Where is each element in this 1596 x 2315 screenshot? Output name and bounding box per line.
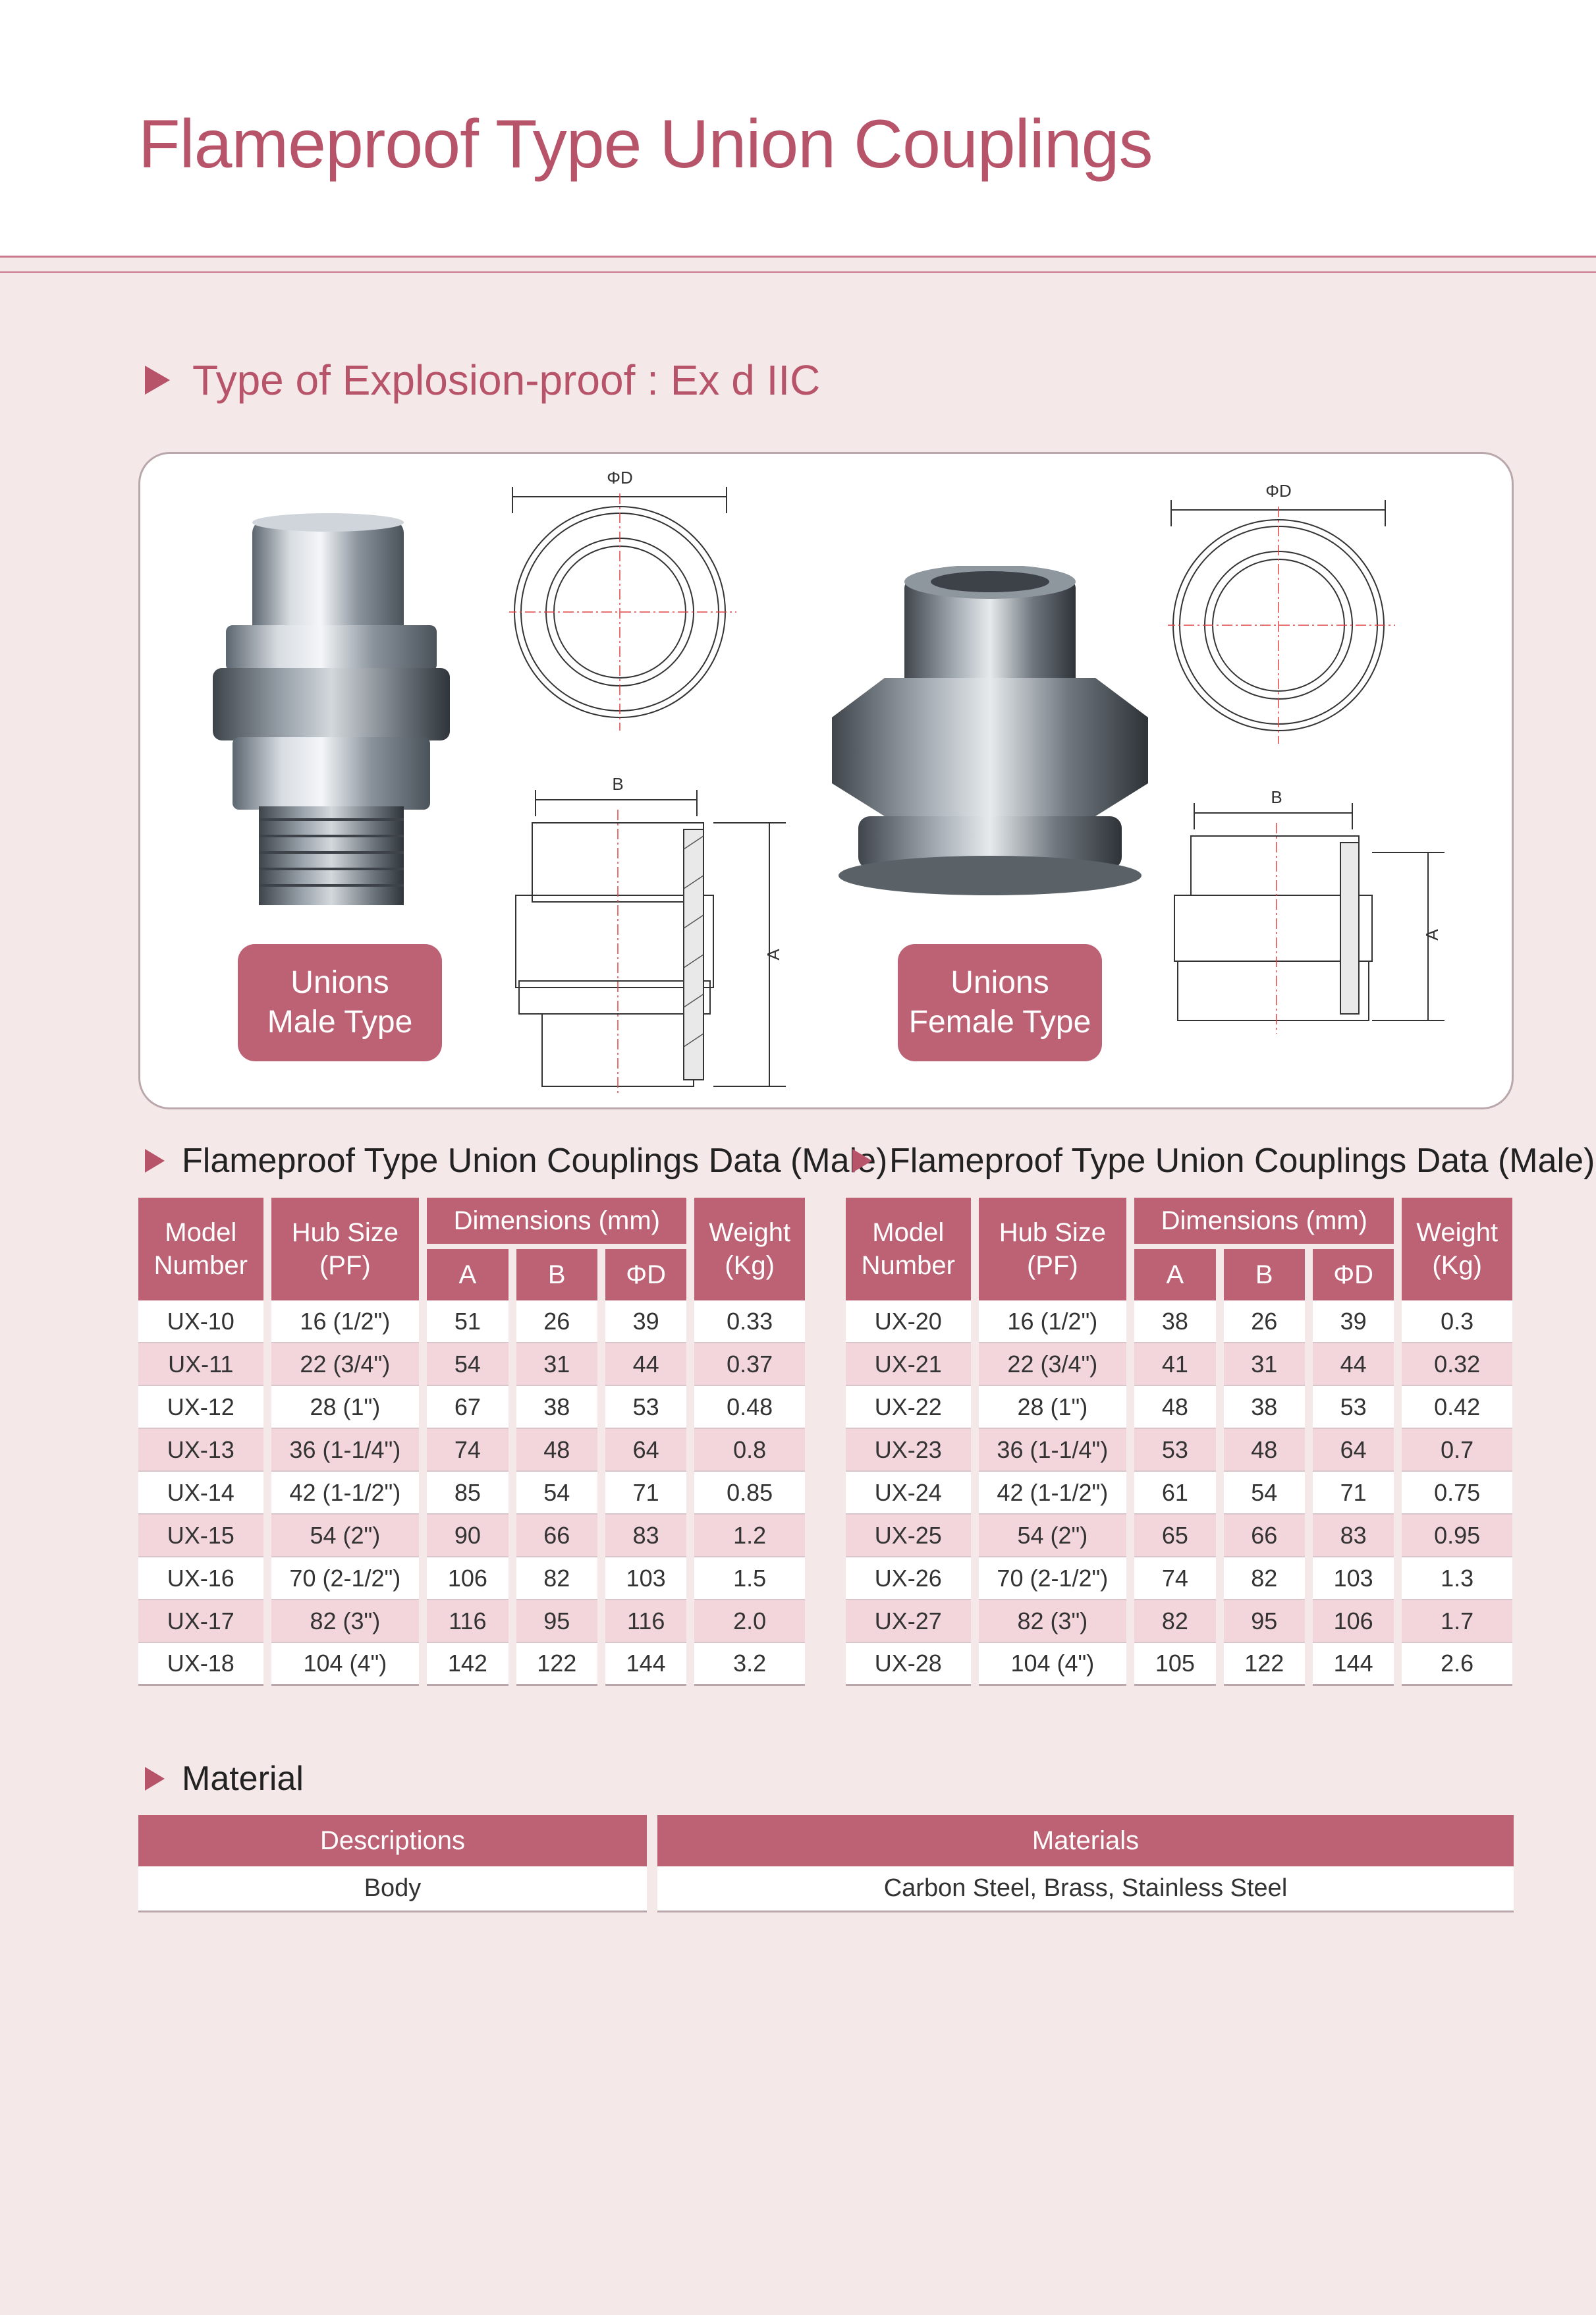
weight-cell: 0.32	[1402, 1343, 1512, 1386]
dim-a-cell: 142	[427, 1643, 508, 1686]
dim-d-cell: 103	[605, 1557, 686, 1600]
dim-d-cell: 39	[605, 1300, 686, 1343]
model-cell: UX-22	[846, 1386, 971, 1429]
table-right-body	[846, 1300, 1512, 1686]
table-heading-right	[852, 1141, 1595, 1181]
weight-cell: 0.75	[1402, 1472, 1512, 1515]
header-weight-line2: (Kg)	[725, 1251, 775, 1280]
dim-d-cell: 64	[605, 1429, 686, 1472]
dim-b-cell: 48	[516, 1429, 597, 1472]
dim-d-cell: 44	[1313, 1343, 1394, 1386]
header-model	[846, 1198, 971, 1300]
male-union-drawing	[509, 467, 799, 1100]
header-dim-d: ΦD	[605, 1249, 686, 1300]
dim-a-cell: 48	[1134, 1386, 1215, 1429]
triangle-bullet-icon	[852, 1149, 872, 1173]
model-cell: UX-17	[138, 1600, 263, 1643]
model-cell: UX-20	[846, 1300, 971, 1343]
hub-size-cell: 22 (3/4")	[271, 1343, 420, 1386]
table-row	[846, 1300, 1512, 1343]
male-dim-a-label: A	[763, 949, 783, 961]
female-label-line1: Unions	[950, 965, 1049, 1000]
female-union-drawing	[1168, 480, 1458, 1073]
dim-d-cell: 144	[1313, 1643, 1394, 1686]
female-label-line2: Female Type	[908, 1005, 1091, 1040]
dim-b-cell: 66	[516, 1515, 597, 1557]
material-row-description: Body	[138, 1866, 647, 1912]
material-table-header	[138, 1815, 1514, 1866]
table-row	[846, 1643, 1512, 1686]
explosion-type-text: Type of Explosion-proof : Ex d IIC	[192, 356, 821, 404]
weight-cell: 0.85	[694, 1472, 805, 1515]
model-cell: UX-27	[846, 1600, 971, 1643]
weight-cell: 2.6	[1402, 1643, 1512, 1686]
header-weight-line1: Weight	[1416, 1218, 1499, 1247]
weight-cell: 1.5	[694, 1557, 805, 1600]
model-cell: UX-23	[846, 1429, 971, 1472]
hub-size-cell: 54 (2")	[271, 1515, 420, 1557]
hub-size-cell: 70 (2-1/2")	[271, 1557, 420, 1600]
model-cell: UX-10	[138, 1300, 263, 1343]
dim-a-cell: 116	[427, 1600, 508, 1643]
table-row	[846, 1343, 1512, 1386]
hub-size-cell: 22 (3/4")	[979, 1343, 1127, 1386]
triangle-bullet-icon	[145, 366, 170, 395]
dim-d-cell: 83	[1313, 1515, 1394, 1557]
table-row	[846, 1557, 1512, 1600]
weight-cell: 2.0	[694, 1600, 805, 1643]
female-type-label	[898, 944, 1102, 1061]
triangle-bullet-icon	[145, 1149, 165, 1173]
female-dim-a-label: A	[1422, 929, 1442, 941]
header-model-line2: Number	[153, 1251, 248, 1280]
model-cell: UX-25	[846, 1515, 971, 1557]
dim-b-cell: 66	[1224, 1515, 1305, 1557]
model-cell: UX-24	[846, 1472, 971, 1515]
dim-a-cell: 38	[1134, 1300, 1215, 1343]
model-cell: UX-26	[846, 1557, 971, 1600]
table-row	[138, 1429, 805, 1472]
dim-a-cell: 53	[1134, 1429, 1215, 1472]
dim-b-cell: 26	[516, 1300, 597, 1343]
dim-d-cell: 53	[1313, 1386, 1394, 1429]
table-heading-left	[145, 1141, 887, 1181]
header-dim-d: ΦD	[1313, 1249, 1394, 1300]
header	[0, 0, 1596, 257]
hub-size-cell: 54 (2")	[979, 1515, 1127, 1557]
weight-cell: 1.2	[694, 1515, 805, 1557]
table-heading-left-text: Flameproof Type Union Couplings Data (Male)	[182, 1142, 888, 1180]
header-weight-line2: (Kg)	[1432, 1251, 1482, 1280]
hub-size-cell: 42 (1-1/2")	[271, 1472, 420, 1515]
header-dimensions: Dimensions (mm)	[427, 1198, 686, 1249]
data-table-right	[838, 1198, 1520, 1686]
dim-a-cell: 41	[1134, 1343, 1215, 1386]
model-cell: UX-11	[138, 1343, 263, 1386]
table-heading-right-text: Flameproof Type Union Couplings Data (Male)	[889, 1142, 1595, 1180]
table-row	[138, 1300, 805, 1343]
material-row-material: Carbon Steel, Brass, Stainless Steel	[657, 1866, 1514, 1912]
header-model-line2: Number	[861, 1251, 955, 1280]
dim-d-cell: 144	[605, 1643, 686, 1686]
page-title: Flameproof Type Union Couplings	[138, 106, 1153, 182]
header-weight	[1402, 1198, 1512, 1300]
model-cell: UX-16	[138, 1557, 263, 1600]
weight-cell: 3.2	[694, 1643, 805, 1686]
hub-size-cell: 82 (3")	[271, 1600, 420, 1643]
table-row	[138, 1557, 805, 1600]
male-type-label	[238, 944, 442, 1061]
dim-a-cell: 90	[427, 1515, 508, 1557]
dim-d-cell: 44	[605, 1343, 686, 1386]
dim-d-cell: 116	[605, 1600, 686, 1643]
weight-cell: 0.37	[694, 1343, 805, 1386]
header-model-line1: Model	[165, 1218, 237, 1247]
model-cell: UX-15	[138, 1515, 263, 1557]
table-row	[846, 1386, 1512, 1429]
dim-b-cell: 122	[516, 1643, 597, 1686]
header-hub-size	[979, 1198, 1127, 1300]
model-cell: UX-14	[138, 1472, 263, 1515]
dim-a-cell: 106	[427, 1557, 508, 1600]
header-hub-line2: (PF)	[319, 1251, 371, 1280]
dim-d-cell: 83	[605, 1515, 686, 1557]
dim-a-cell: 74	[1134, 1557, 1215, 1600]
dim-a-cell: 51	[427, 1300, 508, 1343]
dim-b-cell: 31	[516, 1343, 597, 1386]
explosion-type-heading	[145, 356, 820, 404]
dim-a-cell: 74	[427, 1429, 508, 1472]
header-dim-b: B	[1224, 1249, 1305, 1300]
dim-a-cell: 61	[1134, 1472, 1215, 1515]
dim-a-cell: 105	[1134, 1643, 1215, 1686]
dim-d-cell: 39	[1313, 1300, 1394, 1343]
dim-a-cell: 67	[427, 1386, 508, 1429]
dim-b-cell: 122	[1224, 1643, 1305, 1686]
dim-d-cell: 71	[1313, 1472, 1394, 1515]
dim-b-cell: 38	[516, 1386, 597, 1429]
weight-cell: 0.42	[1402, 1386, 1512, 1429]
header-rule-secondary	[0, 271, 1596, 273]
dim-a-cell: 65	[1134, 1515, 1215, 1557]
weight-cell: 0.33	[694, 1300, 805, 1343]
table-row	[846, 1472, 1512, 1515]
data-table-left	[130, 1198, 813, 1686]
male-dim-b-label: B	[612, 774, 624, 794]
product-figure-panel	[138, 452, 1514, 1109]
material-heading	[145, 1759, 304, 1799]
weight-cell: 0.8	[694, 1429, 805, 1472]
dim-a-cell: 82	[1134, 1600, 1215, 1643]
material-heading-text: Material	[182, 1760, 304, 1798]
male-dim-d-label: ΦD	[607, 468, 633, 488]
weight-cell: 0.3	[1402, 1300, 1512, 1343]
dim-d-cell: 103	[1313, 1557, 1394, 1600]
dim-d-cell: 53	[605, 1386, 686, 1429]
header-dimensions: Dimensions (mm)	[1134, 1198, 1394, 1249]
header-hub-size	[271, 1198, 420, 1300]
dim-d-cell: 64	[1313, 1429, 1394, 1472]
hub-size-cell: 16 (1/2")	[271, 1300, 420, 1343]
table-row	[846, 1515, 1512, 1557]
header-hub-line1: Hub Size	[999, 1218, 1107, 1247]
model-cell: UX-12	[138, 1386, 263, 1429]
weight-cell: 1.7	[1402, 1600, 1512, 1643]
header-model	[138, 1198, 263, 1300]
hub-size-cell: 28 (1")	[979, 1386, 1127, 1429]
hub-size-cell: 28 (1")	[271, 1386, 420, 1429]
hub-size-cell: 36 (1-1/4")	[271, 1429, 420, 1472]
model-cell: UX-13	[138, 1429, 263, 1472]
weight-cell: 0.7	[1402, 1429, 1512, 1472]
header-hub-line2: (PF)	[1026, 1251, 1078, 1280]
header-dim-a: A	[1134, 1249, 1215, 1300]
dim-b-cell: 82	[1224, 1557, 1305, 1600]
table-row	[846, 1429, 1512, 1472]
header-hub-line1: Hub Size	[291, 1218, 399, 1247]
hub-size-cell: 42 (1-1/2")	[979, 1472, 1127, 1515]
female-union-photo	[819, 566, 1161, 908]
male-label-line2: Male Type	[267, 1005, 413, 1040]
dim-b-cell: 54	[1224, 1472, 1305, 1515]
hub-size-cell: 82 (3")	[979, 1600, 1127, 1643]
hub-size-cell: 104 (4")	[979, 1643, 1127, 1686]
dim-a-cell: 54	[427, 1343, 508, 1386]
header-dim-b: B	[516, 1249, 597, 1300]
header-rule	[0, 256, 1596, 258]
table-row	[138, 1472, 805, 1515]
material-table	[138, 1815, 1514, 1912]
hub-size-cell: 16 (1/2")	[979, 1300, 1127, 1343]
table-row	[138, 1643, 805, 1686]
weight-cell: 1.3	[1402, 1557, 1512, 1600]
dim-b-cell: 95	[1224, 1600, 1305, 1643]
table-row	[138, 1386, 805, 1429]
material-row	[138, 1866, 1514, 1912]
triangle-bullet-icon	[145, 1767, 165, 1791]
dim-b-cell: 95	[516, 1600, 597, 1643]
model-cell: UX-28	[846, 1643, 971, 1686]
dim-d-cell: 71	[605, 1472, 686, 1515]
female-dim-b-label: B	[1271, 787, 1282, 807]
hub-size-cell: 36 (1-1/4")	[979, 1429, 1127, 1472]
header-model-line1: Model	[872, 1218, 945, 1247]
weight-cell: 0.95	[1402, 1515, 1512, 1557]
male-label-line1: Unions	[290, 965, 389, 1000]
table-row	[846, 1600, 1512, 1643]
hub-size-cell: 104 (4")	[271, 1643, 420, 1686]
dim-b-cell: 26	[1224, 1300, 1305, 1343]
dim-b-cell: 38	[1224, 1386, 1305, 1429]
dim-b-cell: 48	[1224, 1429, 1305, 1472]
table-row	[138, 1343, 805, 1386]
header-weight-line1: Weight	[709, 1218, 791, 1247]
male-union-photo	[193, 513, 476, 922]
dim-d-cell: 106	[1313, 1600, 1394, 1643]
material-col-descriptions: Descriptions	[138, 1815, 647, 1866]
dim-b-cell: 54	[516, 1472, 597, 1515]
model-cell: UX-18	[138, 1643, 263, 1686]
dim-a-cell: 85	[427, 1472, 508, 1515]
table-left-body	[138, 1300, 805, 1686]
dim-b-cell: 82	[516, 1557, 597, 1600]
table-row	[138, 1600, 805, 1643]
header-weight	[694, 1198, 805, 1300]
dim-b-cell: 31	[1224, 1343, 1305, 1386]
female-dim-d-label: ΦD	[1265, 481, 1292, 501]
weight-cell: 0.48	[694, 1386, 805, 1429]
model-cell: UX-21	[846, 1343, 971, 1386]
table-row	[138, 1515, 805, 1557]
material-col-materials: Materials	[657, 1815, 1514, 1866]
header-dim-a: A	[427, 1249, 508, 1300]
hub-size-cell: 70 (2-1/2")	[979, 1557, 1127, 1600]
